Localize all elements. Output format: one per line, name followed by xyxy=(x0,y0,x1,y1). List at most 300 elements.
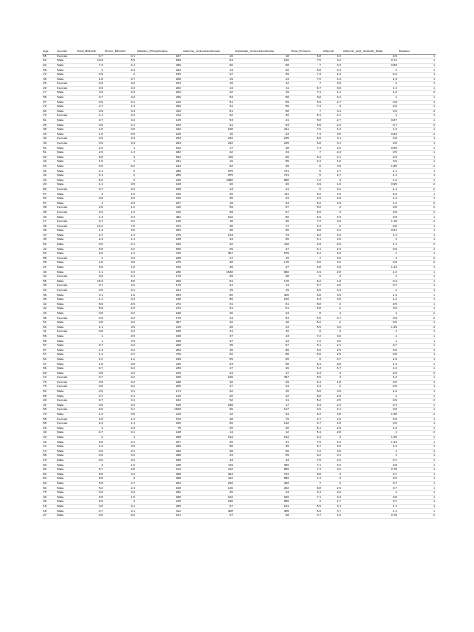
table-cell: 1 xyxy=(398,472,436,477)
table-cell: 0.8 xyxy=(342,408,398,413)
table-cell: 19 xyxy=(234,91,290,96)
table-cell: 0.7 xyxy=(76,344,104,349)
table-cell: 1 xyxy=(398,215,436,220)
table-cell: 58 xyxy=(42,339,56,344)
table-cell: 45 xyxy=(42,238,56,243)
table-cell: 41 xyxy=(234,399,290,404)
table-cell: 2 xyxy=(398,123,436,128)
table-cell: 5.6 xyxy=(290,206,322,211)
table-cell: 4.1 xyxy=(322,91,342,96)
table-cell: Male xyxy=(56,174,76,179)
table-cell: 40 xyxy=(182,348,234,353)
table-cell: 2 xyxy=(398,311,436,316)
table-cell: 1 xyxy=(76,201,104,206)
table-cell: 5.9 xyxy=(290,504,322,509)
table-cell: 62 xyxy=(42,63,56,68)
table-cell: 6.3 xyxy=(290,298,322,303)
table-cell: 0.9 xyxy=(76,164,104,169)
table-cell: 412 xyxy=(182,477,234,482)
table-cell: 915 xyxy=(136,422,182,427)
table-cell: 4.4 xyxy=(322,77,342,82)
table-cell: 1 xyxy=(342,394,398,399)
table-cell: 8.1 xyxy=(290,114,322,119)
table-cell: 412 xyxy=(182,468,234,473)
table-cell: 17 xyxy=(234,371,290,376)
table-cell: 145 xyxy=(136,219,182,224)
table-cell: 0.3 xyxy=(104,256,136,261)
table-cell: 170 xyxy=(136,284,182,289)
table-cell: 272 xyxy=(136,307,182,312)
table-cell: 1 xyxy=(398,160,436,165)
table-cell: 72 xyxy=(42,105,56,110)
table-cell: 29 xyxy=(42,86,56,91)
table-cell: 1.5 xyxy=(104,495,136,500)
table-cell: 2 xyxy=(398,261,436,266)
table-cell: 11 xyxy=(234,86,290,91)
table-cell: 0.5 xyxy=(342,151,398,156)
table-cell: 15 xyxy=(182,288,234,293)
table-cell: 0.55 xyxy=(342,146,398,151)
table-cell: 5.1 xyxy=(290,426,322,431)
table-cell: 58 xyxy=(42,454,56,459)
table-cell: 1 xyxy=(398,63,436,68)
table-cell: 0.3 xyxy=(104,109,136,114)
table-cell: 1 xyxy=(398,169,436,174)
table-cell: Female xyxy=(56,408,76,413)
table-cell: 272 xyxy=(136,302,182,307)
table-cell: 80 xyxy=(234,215,290,220)
table-cell: Female xyxy=(56,275,76,280)
table-cell: 1.8 xyxy=(322,279,342,284)
table-cell: 1 xyxy=(398,321,436,326)
table-cell: 405 xyxy=(234,509,290,514)
table-cell: 0.5 xyxy=(342,417,398,422)
table-cell: 32 xyxy=(42,440,56,445)
table-cell: 7.5 xyxy=(290,458,322,463)
table-cell: Female xyxy=(56,256,76,261)
table-cell: 1 xyxy=(398,366,436,371)
table-cell: 1.9 xyxy=(104,463,136,468)
table-cell: 0.9 xyxy=(76,91,104,96)
table-cell: Male xyxy=(56,95,76,100)
table-cell: Female xyxy=(56,417,76,422)
table-cell: 51 xyxy=(42,321,56,326)
table-cell: 950 xyxy=(234,500,290,505)
table-cell: 5.2 xyxy=(290,201,322,206)
table-cell: 3.7 xyxy=(322,366,342,371)
table-cell: 2.6 xyxy=(76,206,104,211)
table-cell: 14 xyxy=(182,86,234,91)
table-cell: 0.3 xyxy=(104,426,136,431)
table-cell: Male xyxy=(56,59,76,64)
table-cell: Male xyxy=(56,192,76,197)
table-cell: Female xyxy=(56,399,76,404)
table-cell: 60 xyxy=(42,481,56,486)
table-cell: 36 xyxy=(234,219,290,224)
table-cell: 42 xyxy=(182,321,234,326)
table-cell: 3 xyxy=(322,210,342,215)
table-body xyxy=(42,54,436,518)
table-cell: 1.2 xyxy=(104,252,136,257)
table-cell: Female xyxy=(56,206,76,211)
table-cell: 0.8 xyxy=(342,206,398,211)
table-cell: 86 xyxy=(234,348,290,353)
table-cell: 6.4 xyxy=(290,155,322,160)
table-cell: 27 xyxy=(42,513,56,518)
table-cell: 1680 xyxy=(182,178,234,183)
table-cell: 25 xyxy=(182,247,234,252)
table-cell: 4.1 xyxy=(322,114,342,119)
table-cell: Male xyxy=(56,334,76,339)
table-cell: 400 xyxy=(234,481,290,486)
table-cell: 34 xyxy=(234,458,290,463)
table-cell: 0.8 xyxy=(104,362,136,367)
table-cell: 0.8 xyxy=(342,210,398,215)
table-cell: 518 xyxy=(136,403,182,408)
table-cell: 1 xyxy=(398,486,436,491)
table-cell: 1.4 xyxy=(342,362,398,367)
table-cell: 26 xyxy=(42,82,56,87)
table-cell: 4.6 xyxy=(290,408,322,413)
table-cell: Female xyxy=(56,284,76,289)
table-cell: 0.1 xyxy=(104,504,136,509)
table-cell: 0.89 xyxy=(342,63,398,68)
table-cell: 670 xyxy=(136,417,182,422)
table-cell: 6.3 xyxy=(290,371,322,376)
table-cell: 8.8 xyxy=(104,279,136,284)
table-cell: 22 xyxy=(182,114,234,119)
table-cell: 3.3 xyxy=(322,463,342,468)
table-cell: 0.8 xyxy=(76,330,104,335)
table-cell: 5.5 xyxy=(290,376,322,381)
table-cell: 18.4 xyxy=(76,279,104,284)
table-cell: 2.7 xyxy=(76,233,104,238)
table-cell: 5.4 xyxy=(290,435,322,440)
table-cell: 29 xyxy=(42,399,56,404)
table-cell: 15 xyxy=(234,256,290,261)
table-cell: 57 xyxy=(42,192,56,197)
table-cell: 1 xyxy=(342,449,398,454)
table-cell: 1 xyxy=(342,288,398,293)
table-cell: 154 xyxy=(136,82,182,87)
table-cell: 160 xyxy=(136,242,182,247)
table-cell: 6.5 xyxy=(290,261,322,266)
table-cell: 4.4 xyxy=(290,385,322,390)
table-cell: 6.1 xyxy=(290,247,322,252)
table-cell: 0.6 xyxy=(76,408,104,413)
table-cell: 7 xyxy=(290,256,322,261)
table-cell: 75 xyxy=(42,491,56,496)
table-cell: 22 xyxy=(182,151,234,156)
table-cell: 0.5 xyxy=(104,339,136,344)
table-cell: 62 xyxy=(42,242,56,247)
table-cell: 0.9 xyxy=(76,141,104,146)
table-cell: 1 xyxy=(76,256,104,261)
table-cell: 3.9 xyxy=(290,183,322,188)
table-cell: 58 xyxy=(42,334,56,339)
table-cell: 23 xyxy=(234,311,290,316)
table-cell: 470 xyxy=(136,353,182,358)
table-cell: 26 xyxy=(234,426,290,431)
table-cell: 19 xyxy=(182,201,234,206)
table-cell: 0.9 xyxy=(342,316,398,321)
table-cell: 145 xyxy=(136,118,182,123)
table-cell: 75 xyxy=(136,426,182,431)
table-cell: 128 xyxy=(136,183,182,188)
table-cell: 3.4 xyxy=(322,109,342,114)
table-cell: 0.7 xyxy=(76,399,104,404)
table-cell: 4.9 xyxy=(290,270,322,275)
table-cell: 18 xyxy=(182,219,234,224)
table-cell: 0.4 xyxy=(104,114,136,119)
table-cell: Male xyxy=(56,440,76,445)
table-cell: 33 xyxy=(42,435,56,440)
table-cell: Male xyxy=(56,201,76,206)
table-cell: Male xyxy=(56,366,76,371)
table-cell: 57 xyxy=(42,348,56,353)
table-cell: 2 xyxy=(398,187,436,192)
table-cell: 187 xyxy=(136,54,182,59)
table-cell: 64 xyxy=(182,59,234,64)
column-header: Aspartate_Aminotransferase xyxy=(234,50,290,54)
table-cell: 1.2 xyxy=(342,178,398,183)
table-cell: 5.8 xyxy=(290,229,322,234)
table-cell: 46 xyxy=(42,77,56,82)
table-cell: 51 xyxy=(42,146,56,151)
table-cell: 208 xyxy=(136,344,182,349)
table-cell: 195 xyxy=(136,357,182,362)
table-cell: 22 xyxy=(234,394,290,399)
table-cell: 18 xyxy=(234,321,290,326)
table-cell: 258 xyxy=(136,435,182,440)
table-cell: 1.8 xyxy=(76,77,104,82)
table-cell: 18 xyxy=(42,509,56,514)
table-cell: 33 xyxy=(42,132,56,137)
table-cell: 1 xyxy=(398,224,436,229)
table-cell: 1 xyxy=(76,334,104,339)
table-cell: 5.2 xyxy=(290,321,322,326)
table-cell: 46 xyxy=(42,224,56,229)
table-cell: 6.8 xyxy=(290,293,322,298)
table-cell: 282 xyxy=(136,491,182,496)
table-cell: 2.3 xyxy=(322,123,342,128)
table-cell: Male xyxy=(56,63,76,68)
table-cell: 60 xyxy=(182,422,234,427)
table-cell: 0.5 xyxy=(342,302,398,307)
table-cell: Male xyxy=(56,353,76,358)
table-cell: 95 xyxy=(182,408,234,413)
table-cell: 406 xyxy=(234,293,290,298)
table-cell: 20 xyxy=(182,394,234,399)
table-cell: 24 xyxy=(234,385,290,390)
table-cell: Male xyxy=(56,509,76,514)
table-cell: 95 xyxy=(234,357,290,362)
table-cell: 150 xyxy=(234,298,290,303)
table-cell: 1 xyxy=(342,330,398,335)
table-cell: Male xyxy=(56,183,76,188)
table-cell: 85 xyxy=(42,256,56,261)
table-cell: 42 xyxy=(42,247,56,252)
table-cell: 123 xyxy=(182,233,234,238)
table-cell: Male xyxy=(56,105,76,110)
table-cell: 48 xyxy=(182,261,234,266)
table-cell: 1 xyxy=(398,279,436,284)
table-cell: 1 xyxy=(398,389,436,394)
table-cell: 5.8 xyxy=(76,481,104,486)
table-cell: 3.2 xyxy=(322,187,342,192)
table-cell: 84 xyxy=(42,187,56,192)
table-cell: 2.7 xyxy=(104,481,136,486)
table-cell: Male xyxy=(56,118,76,123)
table-cell: 850 xyxy=(234,178,290,183)
table-cell: 215 xyxy=(136,362,182,367)
table-cell: 18 xyxy=(42,458,56,463)
column-header: Direct_Bilirubin xyxy=(104,50,136,54)
table-cell: 1 xyxy=(398,192,436,197)
table-cell: 1 xyxy=(398,155,436,160)
table-cell: 35 xyxy=(182,197,234,202)
table-cell: 289 xyxy=(136,169,182,174)
table-cell: 4 xyxy=(322,178,342,183)
table-cell: 20 xyxy=(182,183,234,188)
table-cell: 4.9 xyxy=(290,197,322,202)
table-cell: 45 xyxy=(42,284,56,289)
table-cell: 214 xyxy=(136,468,182,473)
table-cell: 0.7 xyxy=(76,95,104,100)
table-cell: 205 xyxy=(136,385,182,390)
table-cell: 33 xyxy=(182,238,234,243)
table-cell: 2.4 xyxy=(322,151,342,156)
table-cell: 176 xyxy=(136,275,182,280)
table-cell: 20 xyxy=(42,183,56,188)
table-cell: 57 xyxy=(42,201,56,206)
table-cell: 6.6 xyxy=(76,500,104,505)
table-cell: 2 xyxy=(398,132,436,137)
table-cell: 7.2 xyxy=(290,178,322,183)
table-cell: 56 xyxy=(234,449,290,454)
table-cell: 38 xyxy=(182,229,234,234)
table-cell: 1 xyxy=(342,491,398,496)
table-cell: 3.3 xyxy=(322,495,342,500)
table-cell: Female xyxy=(56,141,76,146)
table-cell: 55 xyxy=(42,95,56,100)
table-cell: 1 xyxy=(398,105,436,110)
table-cell: 4.3 xyxy=(290,224,322,229)
table-cell: 1.39 xyxy=(342,325,398,330)
table-cell: 0.6 xyxy=(342,422,398,427)
table-cell: 1 xyxy=(342,68,398,73)
table-cell: 145 xyxy=(136,325,182,330)
table-cell: Male xyxy=(56,247,76,252)
table-cell: 2 xyxy=(322,385,342,390)
table-cell: 2.4 xyxy=(76,238,104,243)
table-cell: 3.9 xyxy=(76,265,104,270)
table-cell: 17 xyxy=(182,146,234,151)
table-cell: Male xyxy=(56,321,76,326)
table-cell: 116 xyxy=(182,155,234,160)
table-cell: 1 xyxy=(398,458,436,463)
table-cell: 0.8 xyxy=(76,454,104,459)
table-cell: 183 xyxy=(136,123,182,128)
table-cell: 1 xyxy=(398,59,436,64)
table-cell: 5.7 xyxy=(290,284,322,289)
table-cell: 60 xyxy=(42,463,56,468)
table-cell: 0.6 xyxy=(76,513,104,518)
table-cell: 42 xyxy=(42,302,56,307)
table-cell: 1.3 xyxy=(104,105,136,110)
table-cell: Female xyxy=(56,114,76,119)
table-cell: 0.92 xyxy=(342,132,398,137)
table-cell: 1.9 xyxy=(322,183,342,188)
table-cell: 0.9 xyxy=(342,109,398,114)
table-cell: 1 xyxy=(398,197,436,202)
table-cell: 16 xyxy=(182,82,234,87)
table-cell: 57 xyxy=(234,206,290,211)
table-cell: 6.2 xyxy=(76,178,104,183)
table-cell: 875 xyxy=(182,174,234,179)
table-cell: 231 xyxy=(136,160,182,165)
table-cell: 208 xyxy=(136,256,182,261)
table-cell: 1.1 xyxy=(342,233,398,238)
table-cell: 576 xyxy=(234,252,290,257)
table-cell: 263 xyxy=(136,229,182,234)
table-cell: 3.4 xyxy=(322,68,342,73)
table-cell: 1 xyxy=(398,417,436,422)
table-cell: 2.6 xyxy=(322,242,342,247)
table-cell: Male xyxy=(56,293,76,298)
table-cell: 59 xyxy=(234,72,290,77)
table-cell: Female xyxy=(56,219,76,224)
table-cell: 0.9 xyxy=(342,371,398,376)
table-cell: 23 xyxy=(234,201,290,206)
table-cell: 1.1 xyxy=(342,187,398,192)
table-cell: 0.3 xyxy=(104,137,136,142)
table-cell: Female xyxy=(56,54,76,59)
table-cell: 0.2 xyxy=(104,491,136,496)
table-cell: 1.3 xyxy=(342,270,398,275)
column-header: Total_Protiens xyxy=(290,50,322,54)
table-cell: 0.7 xyxy=(342,123,398,128)
table-cell: 1 xyxy=(398,100,436,105)
table-cell: 2 xyxy=(398,247,436,252)
table-cell: 40 xyxy=(42,137,56,142)
table-cell: 312 xyxy=(136,509,182,514)
table-cell: 68 xyxy=(234,63,290,68)
table-cell: 188 xyxy=(136,380,182,385)
table-cell: 2.6 xyxy=(322,238,342,243)
table-cell: 1 xyxy=(398,500,436,505)
column-header: Total_Bilirubin xyxy=(76,50,104,54)
table-cell: 0.3 xyxy=(104,91,136,96)
table-cell: 0.9 xyxy=(76,403,104,408)
table-cell: 1.2 xyxy=(104,210,136,215)
table-cell: 1 xyxy=(104,146,136,151)
table-cell: 3.7 xyxy=(322,509,342,514)
table-cell: 1 xyxy=(104,435,136,440)
table-cell: Female xyxy=(56,376,76,381)
table-cell: 404 xyxy=(182,472,234,477)
table-cell: 1.5 xyxy=(322,192,342,197)
table-cell: 2.2 xyxy=(322,229,342,234)
table-cell: 0.5 xyxy=(104,183,136,188)
table-cell: 3.2 xyxy=(322,468,342,473)
table-cell: 0.1 xyxy=(104,509,136,514)
table-cell: 3.1 xyxy=(322,454,342,459)
table-cell: 0.2 xyxy=(104,376,136,381)
table-cell: 1 xyxy=(398,357,436,362)
column-header: Alamine_Aminotransferase xyxy=(182,50,234,54)
table-cell: Male xyxy=(56,431,76,436)
